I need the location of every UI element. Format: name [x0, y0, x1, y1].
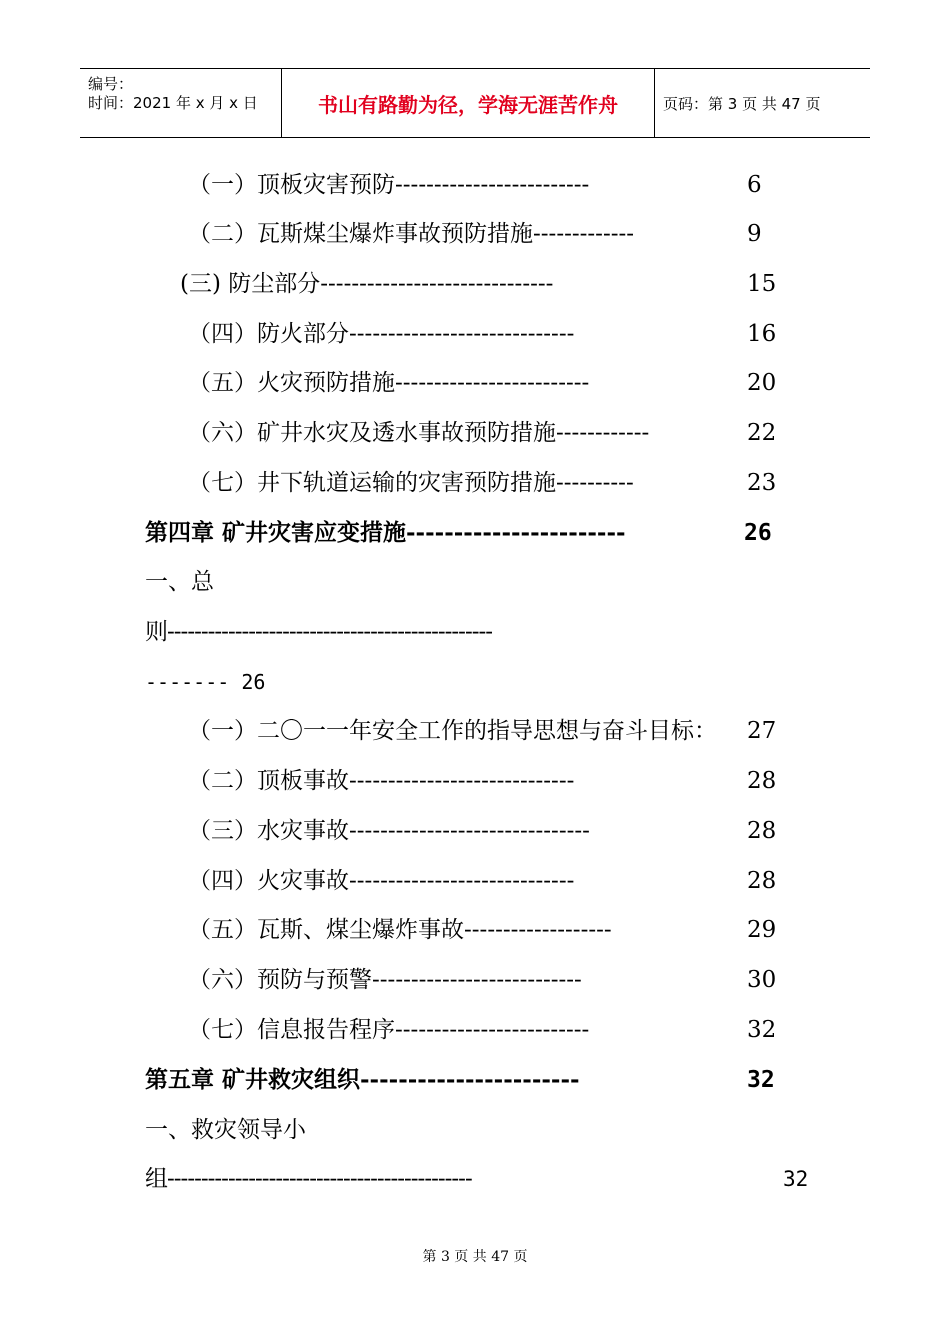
- toc-entry[interactable]: （一）顶板灾害预防-------------------------: [188, 172, 590, 198]
- toc-section-cont[interactable]: 组---------------------------------------------: [145, 1166, 472, 1192]
- toc-page: 23: [747, 470, 777, 496]
- toc-section[interactable]: 一、救灾领导小: [145, 1117, 306, 1143]
- toc-entry[interactable]: （五）火灾预防措施-------------------------: [188, 370, 590, 396]
- toc-entry[interactable]: （七）信息报告程序-------------------------: [188, 1017, 590, 1043]
- header-table: [80, 68, 870, 138]
- toc-section-page: ------- 26: [145, 670, 266, 694]
- toc-page: 32: [747, 1067, 775, 1093]
- header-left-cell: [80, 69, 282, 137]
- toc-page: 20: [747, 370, 777, 396]
- toc-page: 9: [747, 221, 762, 247]
- toc-entry[interactable]: （七）井下轨道运输的灾害预防措施----------: [188, 470, 634, 496]
- toc-page: 28: [747, 818, 777, 844]
- page-footer: 第 3 页 共 47 页: [422, 1249, 528, 1265]
- toc-entry[interactable]: （六）预防与预警---------------------------: [188, 967, 582, 993]
- number-label: 编号：: [88, 75, 134, 93]
- toc-page: 28: [747, 868, 777, 894]
- toc-section-cont[interactable]: 则------------------------------------------------: [145, 619, 493, 645]
- toc-section[interactable]: 一、总: [145, 569, 214, 595]
- toc-page: 32: [747, 1017, 777, 1043]
- toc-entry[interactable]: （二）顶板事故-----------------------------: [188, 768, 575, 794]
- toc-page: 15: [747, 271, 777, 297]
- toc-page: 32: [783, 1167, 809, 1191]
- toc-chapter[interactable]: 第四章 矿井灾害应变措施-----------------------: [145, 519, 626, 546]
- toc-page: 22: [747, 420, 777, 446]
- toc-page: 27: [747, 718, 777, 744]
- toc-page: 29: [747, 917, 777, 943]
- time-label: 时间：2021 年 x 月 x 日: [88, 94, 258, 112]
- toc-entry[interactable]: （五）瓦斯、煤尘爆炸事故-------------------: [188, 917, 612, 943]
- motto: 书山有路勤为径，学海无涯苦作舟: [282, 69, 655, 137]
- toc-page: 16: [747, 321, 777, 347]
- toc-entry[interactable]: （二）瓦斯煤尘爆炸事故预防措施-------------: [188, 221, 635, 247]
- toc-entry[interactable]: （四）火灾事故-----------------------------: [188, 868, 575, 894]
- toc-entry[interactable]: （三）水灾事故-------------------------------: [188, 818, 590, 844]
- toc-entry[interactable]: （六）矿井水灾及透水事故预防措施------------: [188, 420, 650, 446]
- toc-page: 26: [744, 520, 772, 546]
- toc-page: 6: [747, 172, 762, 198]
- toc-entry[interactable]: （一）二〇一一年安全工作的指导思想与奋斗目标：: [188, 718, 717, 744]
- toc-page: 30: [747, 967, 777, 993]
- toc-entry[interactable]: （四）防火部分-----------------------------: [188, 321, 575, 347]
- page-info: 页码：第 3 页 共 47 页: [663, 94, 821, 113]
- toc-entry[interactable]: (三) 防尘部分------------------------------: [180, 271, 554, 297]
- toc-page: 28: [747, 768, 777, 794]
- toc-chapter[interactable]: 第五章 矿井救灾组织-----------------------: [145, 1066, 580, 1093]
